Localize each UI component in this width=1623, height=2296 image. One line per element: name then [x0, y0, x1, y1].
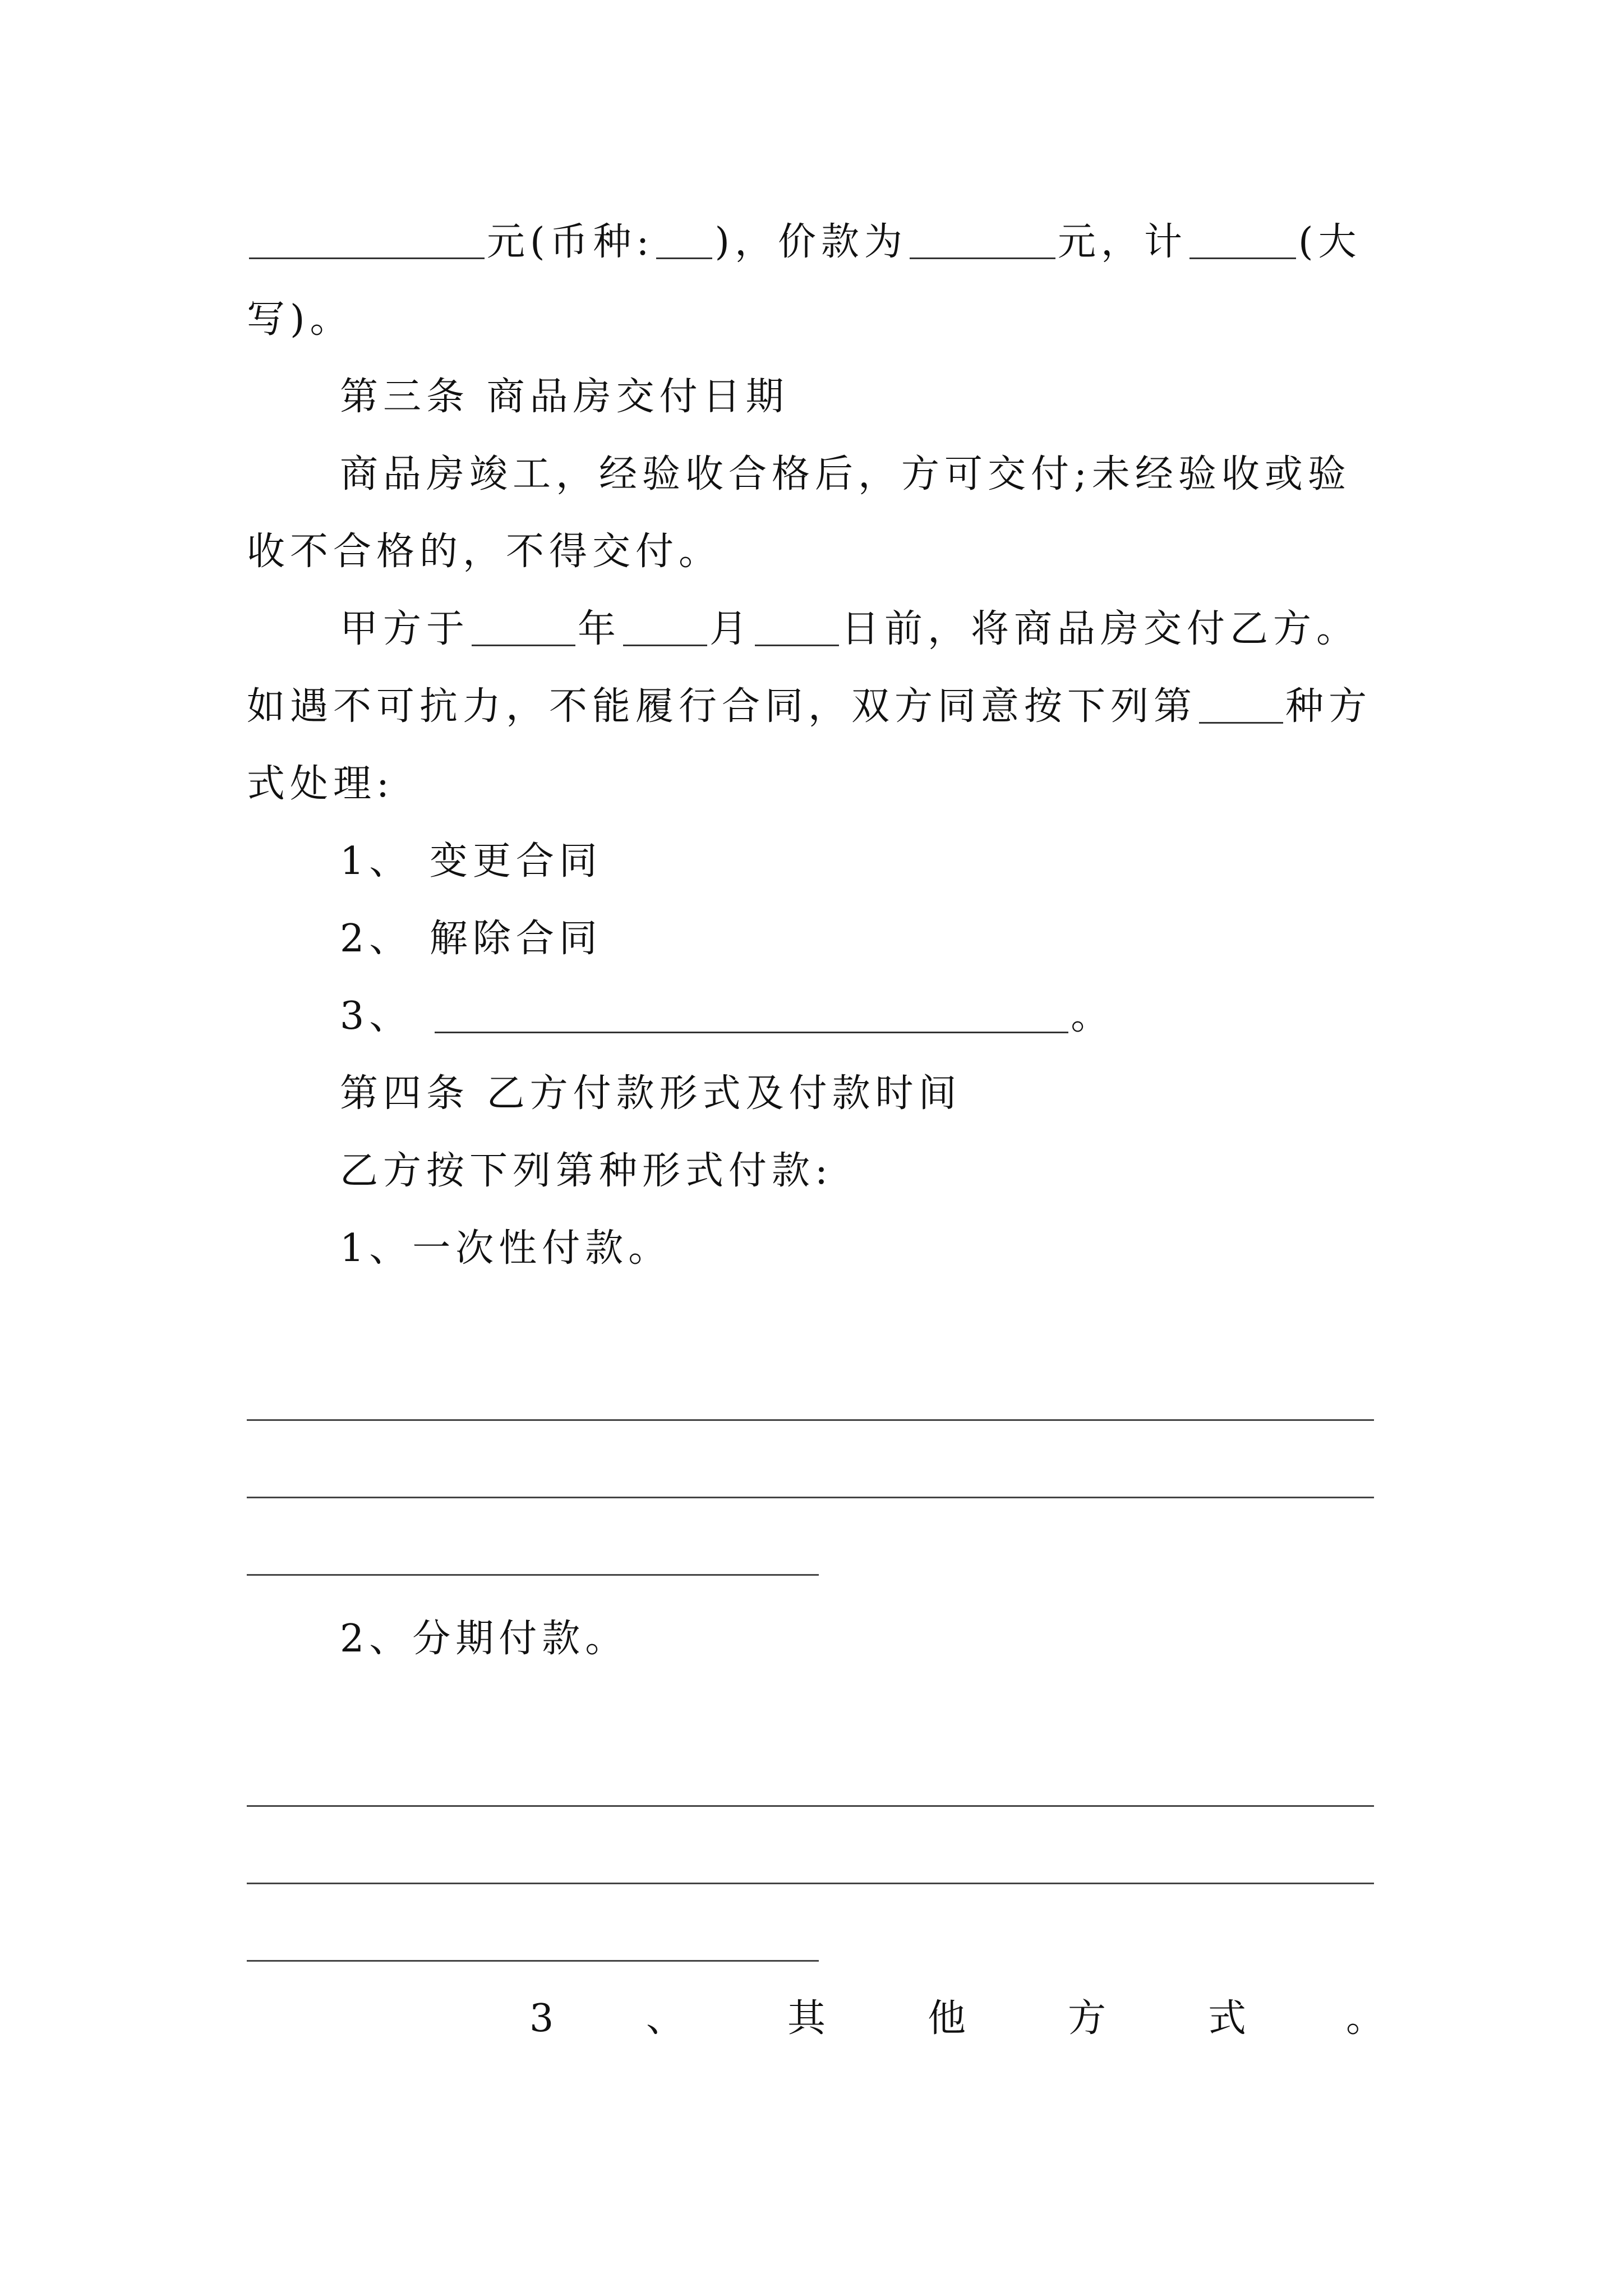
option-2: 2、 解除合同: [340, 917, 602, 961]
fill-rule: [247, 1574, 819, 1576]
currency-blank: [656, 257, 712, 259]
payment-item-2: 2、分期付款。: [340, 1617, 629, 1661]
force-majeure-line: [247, 684, 1372, 729]
item3-char: 方: [1068, 1996, 1106, 2041]
article4-intro: 乙方按下列第种形式付款:: [340, 1149, 833, 1193]
item3-char: 其: [787, 1996, 826, 2041]
fill-rule: [247, 1419, 1374, 1421]
delivery-date-line: [340, 607, 1360, 651]
yuan-ji-text: 元，计: [1057, 220, 1187, 264]
day-blank: [755, 644, 839, 646]
da-text: (大: [1298, 220, 1362, 264]
option-3: [340, 994, 1114, 1038]
item3-char: 式: [1208, 1996, 1247, 2041]
fill-rule: [247, 1883, 1374, 1884]
article4-title: 第四条 乙方付款形式及付款时间: [340, 1071, 962, 1116]
fill-rule: [247, 1497, 1374, 1498]
option-3-blank: [435, 1031, 1068, 1033]
item3-char: 。: [1346, 1996, 1385, 2041]
article3-p1-line1: 商品房竣工，经验收合格后，方可交付;未经验收或验: [340, 452, 1351, 496]
year-text: 年: [578, 607, 621, 651]
item3-char: 、: [646, 1996, 685, 2041]
handling-line: 式处理:: [247, 762, 394, 806]
price-text: )，价款为: [714, 220, 907, 264]
payment-item-1: 1、一次性付款。: [340, 1226, 672, 1271]
item3-char: 3: [529, 1996, 554, 2041]
article3-p1-line2: 收不合格的，不得交付。: [247, 530, 722, 574]
fill-rule: [247, 1805, 1374, 1807]
option-3-number: 3、: [340, 994, 413, 1038]
jiafang-yu-text: 甲方于: [340, 607, 470, 651]
amount-blank: [249, 257, 485, 259]
option-number-blank: [1199, 721, 1283, 724]
unit-yuan-text: 元(币种:: [487, 220, 654, 264]
option-3-period: 。: [1071, 994, 1114, 1038]
day-text: 日前，将商品房交付乙方。: [841, 607, 1360, 651]
item3-char: 他: [928, 1996, 966, 2041]
price-blank: [910, 257, 1055, 259]
year-blank: [472, 644, 575, 646]
article3-title: 第三条 商品房交付日期: [340, 375, 789, 419]
month-blank: [623, 644, 707, 646]
price-line-cont: 写)。: [247, 297, 353, 342]
price-line: [247, 220, 1362, 264]
capital-blank: [1189, 257, 1296, 259]
force-majeure-text: 如遇不可抗力，不能履行合同，双方同意按下列第: [247, 684, 1197, 729]
month-text: 月: [709, 607, 753, 651]
fill-rule: [247, 1960, 819, 1962]
option-1: 1、 变更合同: [340, 839, 602, 884]
zhong-fang-text: 种方: [1285, 684, 1372, 729]
